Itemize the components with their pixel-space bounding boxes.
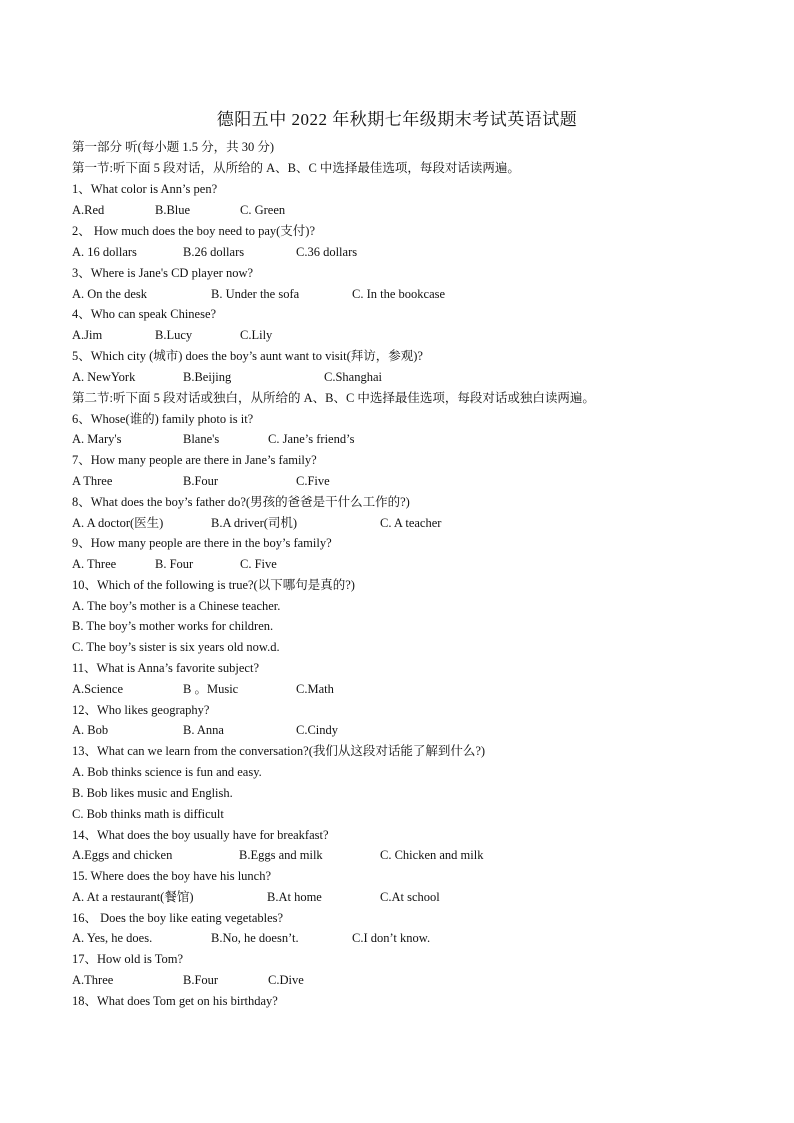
- question-text: 3、Where is Jane's CD player now?: [72, 266, 254, 280]
- section-header: 第一节:听下面 5 段对话，从所给的 A、B、C 中选择最佳选项，每段对话读两遍。: [72, 161, 520, 175]
- question-text: 18、What does Tom get on his birthday?: [72, 994, 278, 1008]
- option-b: B.Beijing: [183, 370, 232, 384]
- option-b: B.A driver(司机): [211, 516, 298, 530]
- question-text: 14、What does the boy usually have for breakfast?: [72, 828, 329, 842]
- question-text: 10、Which of the following is true?(以下哪句是真的?): [72, 578, 355, 592]
- option-c: C.Dive: [268, 973, 304, 987]
- question-text: 12、Who likes geography?: [72, 703, 210, 717]
- option-a: A. NewYork: [72, 370, 136, 384]
- option-c: C. In the bookcase: [352, 287, 446, 301]
- option-b: B 。Music: [183, 682, 239, 696]
- option-line: C. Bob thinks math is difficult: [72, 807, 224, 821]
- question-text: 16、 Does the boy like eating vegetables?: [72, 911, 284, 925]
- option-a: A Three: [72, 474, 113, 488]
- option-c: C.I don’t know.: [352, 931, 431, 945]
- question-text: 9、How many people are there in the boy’s family?: [72, 536, 332, 550]
- option-a: A. 16 dollars: [72, 245, 137, 259]
- option-b: B. Four: [155, 557, 194, 571]
- page-title: 德阳五中 2022 年秋期七年级期末考试英语试题: [216, 110, 578, 129]
- option-c: C.Lily: [240, 328, 273, 342]
- option-a: A.Jim: [72, 328, 103, 342]
- question-text: 1、What color is Ann’s pen?: [72, 182, 218, 196]
- option-c: C.Cindy: [296, 723, 339, 737]
- option-b: B.Four: [183, 474, 219, 488]
- option-a: A.Science: [72, 682, 124, 696]
- option-a: A. Bob: [72, 723, 109, 737]
- option-b: B.Eggs and milk: [239, 848, 323, 862]
- option-a: A. Three: [72, 557, 117, 571]
- option-a: A. Yes, he does.: [72, 931, 153, 945]
- option-b: Blane's: [183, 432, 220, 446]
- question-text: 7、How many people are there in Jane’s family?: [72, 453, 317, 467]
- option-a: A.Red: [72, 203, 105, 217]
- option-a: A.Three: [72, 973, 114, 987]
- option-c: C. Five: [240, 557, 277, 571]
- question-text: 5、Which city (城市) does the boy’s aunt want to visit(拜访，参观)?: [72, 349, 423, 363]
- option-line: B. Bob likes music and English.: [72, 786, 233, 800]
- option-b: B.No, he doesn’t.: [211, 931, 299, 945]
- question-text: 2、 How much does the boy need to pay(支付)?: [72, 224, 315, 238]
- section-header: 第二节:听下面 5 段对话或独白，从所给的 A、B、C 中选择最佳选项，每段对话或独白读两遍。: [72, 391, 595, 405]
- option-c: C.36 dollars: [296, 245, 358, 259]
- question-text: 6、Whose(谁的) family photo is it?: [72, 412, 254, 426]
- option-c: C.At school: [380, 890, 440, 904]
- part-header: 第一部分 听(每小题 1.5 分，共 30 分): [72, 140, 275, 154]
- question-text: 4、Who can speak Chinese?: [72, 307, 217, 321]
- option-a: A. On the desk: [72, 287, 147, 301]
- option-a: A. Mary's: [72, 432, 122, 446]
- option-a: A. At a restaurant(餐馆): [72, 890, 194, 904]
- option-line: A. Bob thinks science is fun and easy.: [72, 765, 262, 779]
- option-b: B.26 dollars: [183, 245, 245, 259]
- option-c: C. Jane’s friend’s: [268, 432, 355, 446]
- option-b: B.Blue: [155, 203, 191, 217]
- option-a: A.Eggs and chicken: [72, 848, 173, 862]
- option-b: B.At home: [267, 890, 322, 904]
- question-text: 8、What does the boy’s father do?(男孩的爸爸是干什么工作的?): [72, 495, 410, 509]
- question-text: 17、How old is Tom?: [72, 952, 184, 966]
- option-a: A. A doctor(医生): [72, 516, 164, 530]
- option-line: C. The boy’s sister is six years old now.d.: [72, 640, 280, 654]
- option-b: B.Four: [183, 973, 219, 987]
- option-c: C. Chicken and milk: [380, 848, 484, 862]
- option-c: C.Math: [296, 682, 334, 696]
- option-line: B. The boy’s mother works for children.: [72, 619, 274, 633]
- option-b: B.Lucy: [155, 328, 193, 342]
- question-text: 15. Where does the boy have his lunch?: [72, 869, 272, 883]
- option-line: A. The boy’s mother is a Chinese teacher.: [72, 599, 281, 613]
- option-b: B. Under the sofa: [211, 287, 300, 301]
- question-text: 11、What is Anna’s favorite subject?: [72, 661, 259, 675]
- option-c: C.Five: [296, 474, 330, 488]
- option-c: C.Shanghai: [324, 370, 382, 384]
- option-b: B. Anna: [183, 723, 224, 737]
- option-c: C. Green: [240, 203, 286, 217]
- question-text: 13、What can we learn from the conversation?(我们从这段对话能了解到什么?): [72, 744, 486, 758]
- option-c: C. A teacher: [380, 516, 442, 530]
